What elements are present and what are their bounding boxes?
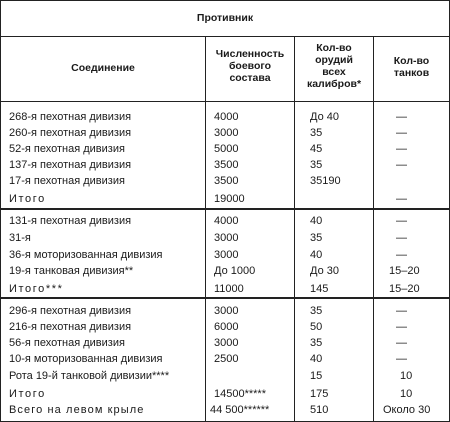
strength-cell: 2500 [214, 353, 239, 365]
tanks-cell: — [396, 232, 407, 244]
header-strength-line: Численность [215, 48, 285, 60]
total-strength: 19000 [214, 193, 245, 205]
tanks-cell: 15–20 [389, 265, 420, 277]
column-divider [373, 37, 374, 422]
unit-cell: 131-я пехотная дивизия [9, 215, 132, 227]
tanks-cell: — [396, 215, 407, 227]
column-divider [205, 37, 206, 422]
header-strength [206, 48, 294, 84]
header-guns-line: всех [322, 66, 346, 78]
tanks-cell: — [396, 353, 407, 365]
guns-cell: 40 [310, 353, 323, 365]
total-guns: 175 [310, 388, 329, 400]
total-label: Итого [9, 388, 46, 400]
header-guns-line: орудий [315, 54, 353, 66]
unit-cell: 36-я моторизованная дивизия [9, 249, 163, 261]
guns-cell: 35 [310, 127, 323, 139]
unit-cell: 19-я танковая дивизия** [9, 265, 134, 277]
header-tanks-line: танков [393, 67, 430, 79]
unit-cell: 260-я пехотная дивизия [9, 127, 132, 139]
unit-cell: 52-я пехотная дивизия [9, 143, 125, 155]
tanks-cell: 10 [400, 370, 413, 382]
header-tanks-line: Кол-во [393, 55, 430, 67]
tanks-cell: — [396, 337, 407, 349]
grand-total-tanks: Около 30 [383, 404, 431, 416]
total-guns: 145 [310, 283, 329, 295]
guns-cell: 40 [310, 215, 323, 227]
unit-cell: 137-я пехотная дивизия [9, 159, 132, 171]
unit-cell: 31-я [9, 232, 31, 244]
group-separator [0, 297, 450, 299]
grand-total-strength: 44 500****** [210, 404, 270, 416]
grand-total-guns: 510 [310, 404, 329, 416]
tanks-cell: — [396, 111, 407, 123]
unit-cell: 268-я пехотная дивизия [9, 111, 132, 123]
strength-cell: 3000 [214, 232, 239, 244]
header-tanks [374, 55, 449, 79]
title-rule [0, 36, 450, 37]
guns-cell: 35 [310, 159, 323, 171]
strength-cell: 3500 [214, 175, 239, 187]
tanks-cell: — [396, 305, 407, 317]
header-guns-line: Кол-во [316, 42, 352, 54]
total-tanks: — [396, 193, 407, 205]
grand-total-label: Всего на левом крыле [9, 404, 145, 416]
unit-cell: 56-я пехотная дивизия [9, 337, 125, 349]
header-guns [295, 42, 373, 90]
unit-cell: Рота 19-й танковой дивизии**** [9, 370, 170, 382]
tanks-cell: — [396, 143, 407, 155]
unit-cell: 10-я моторизованная дивизия [9, 353, 163, 365]
unit-cell: 216-я пехотная дивизия [9, 321, 132, 333]
guns-cell: 35190 [310, 175, 341, 187]
total-tanks: 10 [400, 388, 413, 400]
guns-cell: 40 [310, 249, 323, 261]
column-divider [294, 37, 295, 422]
strength-cell: 4000 [214, 111, 239, 123]
strength-cell: 5000 [214, 143, 239, 155]
unit-cell: 296-я пехотная дивизия [9, 305, 132, 317]
total-label: Итого*** [9, 283, 64, 295]
unit-cell: 17-я пехотная дивизия [9, 175, 125, 187]
strength-cell: 3000 [214, 249, 239, 261]
guns-cell: 35 [310, 232, 323, 244]
strength-cell: 3000 [214, 305, 239, 317]
table-title: Противник [196, 12, 254, 24]
guns-cell: 50 [310, 321, 323, 333]
header-unit: Соединение [71, 62, 135, 74]
group-separator [0, 208, 450, 210]
total-strength: 11000 [214, 283, 244, 295]
tanks-cell: — [396, 127, 407, 139]
header-guns-line: калибров* [306, 78, 362, 90]
guns-cell: До 30 [310, 265, 339, 277]
guns-cell: До 40 [310, 111, 339, 123]
strength-cell: 3000 [214, 127, 239, 139]
strength-cell: До 1000 [214, 265, 256, 277]
tanks-cell: — [396, 159, 407, 171]
strength-cell: 4000 [214, 215, 239, 227]
header-strength-line: состава [229, 72, 271, 84]
tanks-cell: — [396, 249, 407, 261]
tanks-cell: — [396, 321, 407, 333]
strength-cell: 6000 [214, 321, 239, 333]
strength-cell: 3500 [214, 159, 239, 171]
guns-cell: 45 [310, 143, 323, 155]
header-rule [0, 101, 450, 102]
total-tanks: 15–20 [389, 283, 420, 295]
guns-cell: 15 [310, 370, 323, 382]
guns-cell: 35 [310, 305, 323, 317]
table-border-top [0, 0, 450, 1]
total-label: Итого [9, 193, 46, 205]
total-strength: 14500***** [214, 388, 266, 400]
strength-cell: 3000 [214, 337, 239, 349]
guns-cell: 35 [310, 337, 323, 349]
header-strength-line: боевого [228, 60, 272, 72]
